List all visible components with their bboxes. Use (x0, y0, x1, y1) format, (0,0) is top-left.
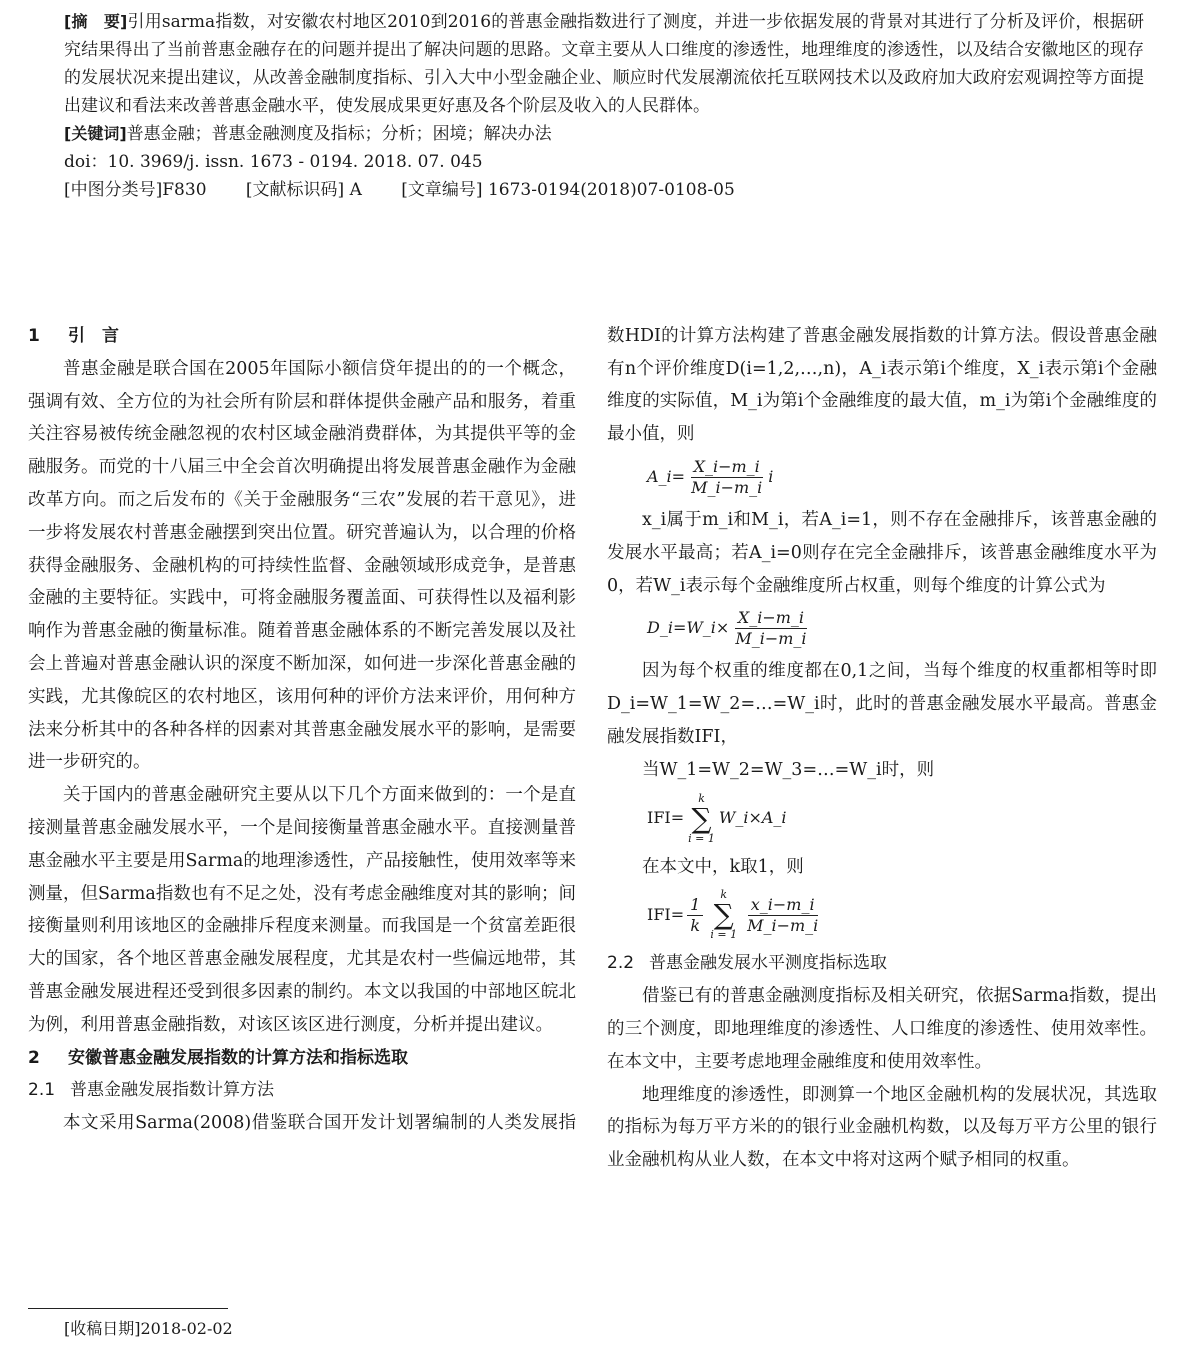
formula-ifi-body: W_i×A_i (718, 808, 787, 828)
formula-ifi2-fraction (744, 895, 821, 936)
formula-ifi2-denominator: M_i−m_i (747, 915, 819, 935)
keywords-label: [关键词] (64, 124, 127, 143)
received-date-footnote: [收稿日期]2018-02-02 (64, 1319, 233, 1338)
section-2-2-title: 普惠金融发展水平测度指标选取 (649, 953, 887, 974)
formula-a-lhs: A_i= (647, 467, 686, 487)
keywords-text: 普惠金融；普惠金融测度及指标；分析；困境；解决办法 (126, 124, 552, 144)
formula-ifi2-coefficient (687, 895, 703, 936)
formula-ifi-lhs: IFI= (647, 808, 685, 828)
section-2-heading (28, 1042, 576, 1075)
formula-ifi-average (647, 889, 1157, 941)
clc-number: [中图分类号]F830 (64, 180, 207, 200)
sigma-glyph-2: ∑ (713, 898, 734, 932)
intro-paragraph-1: 普惠金融是联合国在2005年国际小额信贷年提出的的一个概念，强调有效、全方位的为社会所有阶层和群体提供金融产品和服务，着重关注容易被传统金融忽视的农村区域金融消费群体，为其提供平等的金融服务。而党的十八届三中全会首次明确提出将发展普惠金融作为金融改革方向。而之后发布的《关于金融服务“三农”发展的若干意见》，进一步将发展农村普惠金融摆到突出位置。研究普遍认为，以合理的价格获得金融服务、金融机构的可持续性监督、金融领域形成竞争，是普惠金融的主要特征。实践中，可将金融服务覆盖面、可获得性以及福利影响作为普惠金融的衡量标准。随着普惠金融体系的不断完善发展以及社会上普遍对普惠金融认识的深度不断加深，如何进一步深化普惠金融的实践，尤其像皖区的农村地区，该用何种的评价方法来评价，用何种方法来分析其中的各种各样的因素对其普惠金融发展水平的影响，是需要进一步研究的。 (28, 358, 576, 773)
doi: doi：10. 3969/j. issn. 1673 - 0194. 2018. 07. 045 (64, 152, 483, 172)
coefficient-denominator: k (690, 915, 701, 935)
footnote-rule (28, 1308, 228, 1309)
method-paragraph-1-cont (607, 320, 1157, 451)
formula-ifi2-numerator: x_i−m_i (748, 895, 818, 916)
abstract-label: [摘 要] (64, 12, 128, 31)
formula-d-i (647, 608, 1157, 649)
formula-d-lhs: D_i=W_i× (647, 618, 730, 638)
method-paragraph-1-text: 数HDI的计算方法构建了普惠金融发展指数的计算方法。假设普惠金融有n个评价维度D(i=1,2,…,n)，A_i表示第i个维度，X_i表示第i个金融维度的实际值，M_i为第i个金融维度的最大值，m_i为第i个金融维度的最小值，则 (607, 325, 1157, 445)
section-1-heading (28, 320, 576, 353)
sum-symbol-2 (710, 889, 737, 941)
formula-d-denominator: M_i−m_i (735, 629, 807, 649)
intro-paragraph-2: 关于国内的普惠金融研究主要从以下几个方面来做到的：一个是直接测量普惠金融发展水平，一个是间接衡量普惠金融水平。直接测量普惠金融水平主要是用Sarma的地理渗透性，产品接触性，使用效率等来测量，但Sarma指数也有不足之处，没有考虑金融维度对其的影响；间接衡量则利用该地区的金融排斥程度来测量。而我国是一个贫富差距很大的国家，各个地区普惠金融发展程度，尤其是农村一些偏远地带，其普惠金融发展进程还受到很多因素的制约。本文以我国的中部地区皖北为例，利用普惠金融指数，对该区该区进行测度，分析并提出建议。 (28, 785, 576, 1035)
formula-ifi2-lhs: IFI= (647, 904, 685, 924)
coefficient-numerator: 1 (687, 895, 703, 916)
method-paragraph-1: 本文采用Sarma(2008)借鉴联合国开发计划署编制的人类发展指 (63, 1113, 576, 1134)
section-2-number: 2 (28, 1047, 40, 1068)
method-paragraph-3: 因为每个权重的维度都在0,1之间，当每个维度的权重都相等时即D_i=W_1=W_2=…=W_i时，此时的普惠金融发展水平最高。普惠金融发展指数IFI， (607, 661, 1157, 747)
formula-d-numerator: X_i−m_i (735, 608, 807, 629)
formula-ifi-weighted (647, 793, 1157, 845)
right-column (607, 320, 1157, 1177)
abstract (64, 8, 1144, 120)
method-paragraph-4: 当W_1=W_2=W_3=…=W_i时，则 (642, 759, 935, 780)
section-2-title: 安徽普惠金融发展指数的计算方法和指标选取 (68, 1047, 408, 1068)
sum-symbol (688, 793, 715, 845)
abstract-text: 引用sarma指数，对安徽农村地区2010到2016的普惠金融指数进行了测度，并进一步依据发展的背景对其进行了分析及评价，根据研究结果得出了当前普惠金融存在的问题并提出了解决问题的思路。文章主要从人口维度的渗透性，地理维度的渗透性，以及结合安徽地区的现存的发展状况来提出建议，从改善金融制度指标、引入大中小型金融企业、顺应时代发展潮流依托互联网技术以及政府加大政府宏观调控等方面提出建议和看法来改善普惠金融水平，使发展成果更好惠及各个阶层及收入的人民群体。 (64, 12, 1144, 116)
sum-lower-limit: i = 1 (688, 831, 715, 845)
classification-line (64, 176, 1144, 204)
sum-upper-limit: k (698, 791, 705, 805)
sigma-glyph: ∑ (691, 801, 712, 835)
section-2-1-heading (28, 1074, 576, 1107)
section-2-2-number: 2.2 (607, 953, 635, 974)
left-column (28, 320, 576, 1139)
formula-a-i (647, 457, 1157, 498)
article-header (64, 8, 1144, 204)
sum2-upper-limit: k (720, 888, 728, 902)
sum2-lower-limit: i = 1 (710, 928, 738, 942)
method-paragraph-2: x_i属于m_i和M_i，若A_i=1，则不存在金融排斥，该普惠金融的发展水平最高；若A_i=0则存在完全金融排斥，该普惠金融维度水平为0，若W_i表示每个金融维度所占权重，则每个维度的计算公式为 (607, 510, 1157, 596)
method-paragraph-5: 在本文中，k取1，则 (642, 856, 804, 877)
section-1-number: 1 (28, 326, 40, 346)
section-1-title: 引 言 (68, 326, 119, 346)
section-2-1-title: 普惠金融发展指数计算方法 (70, 1080, 274, 1101)
formula-d-fraction (732, 608, 809, 649)
formula-a-fraction (688, 457, 765, 498)
formula-a-denominator: M_i−m_i (691, 478, 763, 497)
indicator-paragraph-2: 地理维度的渗透性，即测算一个地区金融机构的发展状况，其选取的指标为每万平方米的的银行业金融机构数，以及每万平方公里的银行业金融机构从业人数，在本文中将对这两个赋予相同的权重。 (607, 1084, 1157, 1171)
formula-a-tail: i (768, 467, 774, 487)
section-2-2-heading (607, 947, 1157, 980)
document-code: [文献标识码] A (245, 180, 362, 200)
formula-a-numerator: X_i−m_i (691, 457, 763, 478)
keywords (64, 120, 1144, 148)
indicator-paragraph-1: 借鉴已有的普惠金融测度指标及相关研究，依据Sarma指数，提出的三个测度，即地理维度的渗透性、人口维度的渗透性、使用效率性。在本文中，主要考虑地理金融维度和使用效率性。 (607, 986, 1157, 1072)
section-2-1-number: 2.1 (28, 1080, 56, 1101)
article-number: [文章编号] 1673-0194(2018)07-0108-05 (401, 180, 735, 200)
